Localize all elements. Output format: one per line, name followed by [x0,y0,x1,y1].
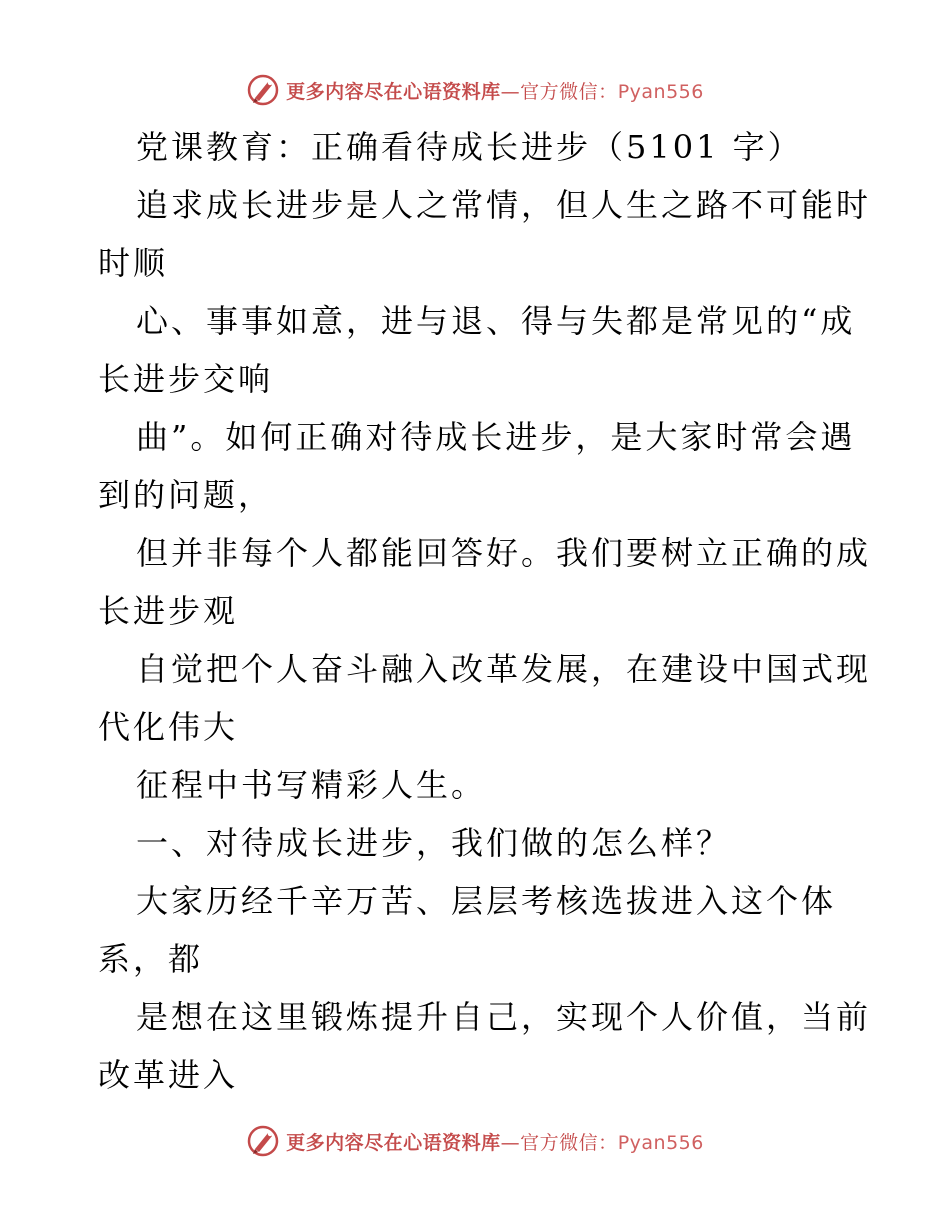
watermark-text [286,77,704,104]
paragraph-line: 系，都 [98,940,204,978]
paragraph-line: 征程中书写精彩人生。 [136,766,487,804]
paragraph-line: 但并非每个人都能回答好。我们要树立正确的成 [136,534,872,572]
paragraph-line: 是想在这里锻炼提升自己，实现个人价值，当前 [136,998,872,1036]
watermark-sub: 官方微信： [520,80,618,103]
document-title: 党课教育：正确看待成长进步（5101 字） [136,128,803,166]
watermark-text [286,1128,704,1155]
paragraph-line: 自觉把个人奋斗融入改革发展，在建设中国式现 [136,650,872,688]
paragraph-line: 到的问题， [98,476,274,514]
paragraph-line: 心、事事如意，进与退、得与失都是常见的“成 [136,302,856,340]
paragraph-line: 追求成长进步是人之常情，但人生之路不可能时 [136,186,872,224]
watermark-main: 更多内容尽在心语资料库 [286,1131,501,1154]
watermark-main: 更多内容尽在心语资料库 [286,80,501,103]
pen-in-circle-icon [246,73,280,107]
watermark-dash: — [500,80,521,103]
paragraph-line: 长进步观 [98,592,239,630]
paragraph-line: 曲”。如何正确对待成长进步，是大家时常会遇 [136,418,856,456]
pen-in-circle-icon [246,1124,280,1158]
paragraph-line: 改革进入 [98,1056,239,1094]
paragraph-line: 时顺 [98,244,169,282]
watermark-id: Pyan556 [617,1131,704,1154]
watermark-dash: — [500,1131,521,1154]
watermark-id: Pyan556 [617,80,704,103]
header-watermark [0,70,950,110]
section-heading: 一、对待成长进步，我们做的怎么样？ [136,824,732,862]
paragraph-line: 代化伟大 [98,708,239,746]
footer-watermark [0,1121,950,1161]
document-body [98,118,872,1104]
paragraph-line: 大家历经千辛万苦、层层考核选拔进入这个体 [136,882,837,920]
paragraph-line: 长进步交响 [98,360,274,398]
watermark-sub: 官方微信： [520,1131,618,1154]
